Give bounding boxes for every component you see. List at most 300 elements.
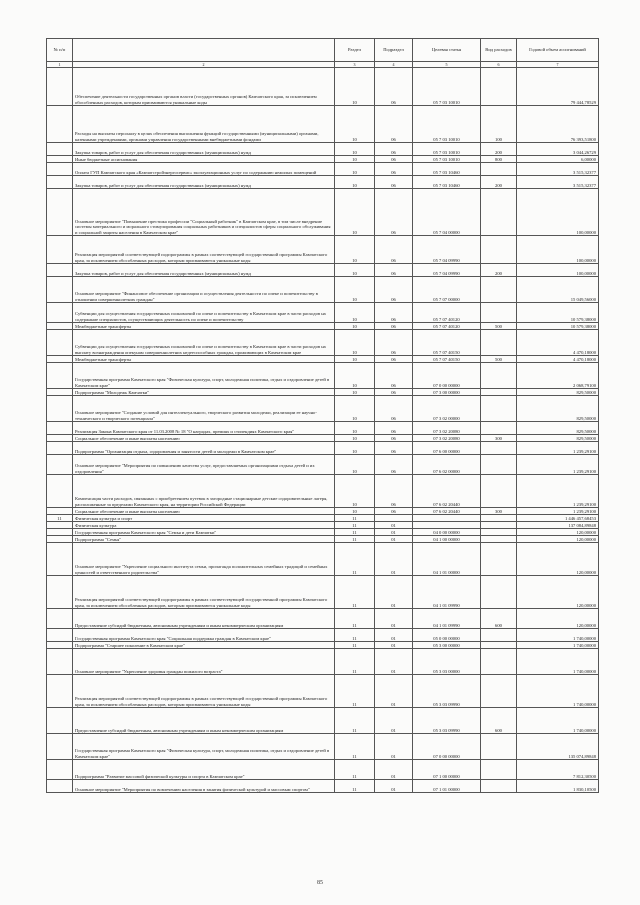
row-section: 11 bbox=[335, 515, 375, 522]
header-exptype: Вид расходов bbox=[481, 39, 517, 62]
row-name: Государственная программа Камчатского края "Физическая культура, спорт, молодежная политика, отдых и оздоровление детей в Камчатском крае" bbox=[73, 363, 335, 389]
row-section: 11 bbox=[335, 609, 375, 629]
row-name: Социальное обеспечение и иные выплаты населению bbox=[73, 508, 335, 515]
colnum: 1 bbox=[47, 62, 73, 68]
row-section: 10 bbox=[335, 435, 375, 442]
row-target: 07 6 02 20440 bbox=[413, 475, 481, 508]
table-row bbox=[47, 442, 599, 455]
row-subsection: 06 bbox=[375, 435, 413, 442]
row-number bbox=[47, 522, 73, 529]
header-name bbox=[73, 39, 335, 62]
row-name: Физическая культура bbox=[73, 522, 335, 529]
row-subsection: 06 bbox=[375, 363, 413, 389]
row-number bbox=[47, 780, 73, 793]
table-row bbox=[47, 760, 599, 780]
row-section: 11 bbox=[335, 576, 375, 609]
budget-table bbox=[46, 38, 599, 793]
row-section: 10 bbox=[335, 330, 375, 356]
row-name: Основное мероприятие "Мероприятия по вовлечению населения в занятия физической культурой и массовым спортом" bbox=[73, 780, 335, 793]
table-row bbox=[47, 734, 599, 760]
row-target: 07 3 02 20080 bbox=[413, 435, 481, 442]
table-row bbox=[47, 522, 599, 529]
row-target: 07 1 01 00000 bbox=[413, 780, 481, 793]
row-section: 11 bbox=[335, 760, 375, 780]
row-name: Основное мероприятие "Укрепление здоровья граждан пожилого возраста" bbox=[73, 649, 335, 675]
header-num: № п/п bbox=[47, 39, 73, 62]
row-exptype bbox=[481, 543, 517, 576]
colnum: 7 bbox=[517, 62, 599, 68]
row-exptype bbox=[481, 780, 517, 793]
row-subsection: 06 bbox=[375, 264, 413, 277]
row-exptype bbox=[481, 455, 517, 475]
row-subsection: 06 bbox=[375, 277, 413, 303]
row-number bbox=[47, 156, 73, 163]
row-exptype: 200 bbox=[481, 143, 517, 156]
row-subsection: 06 bbox=[375, 330, 413, 356]
row-section: 10 bbox=[335, 68, 375, 106]
row-exptype: 300 bbox=[481, 508, 517, 515]
row-amount: 1 446 457,68453 bbox=[517, 515, 599, 522]
row-amount: 1 239,29100 bbox=[517, 455, 599, 475]
row-target: 05 7 03 10010 bbox=[413, 106, 481, 143]
row-amount: 1 239,29100 bbox=[517, 475, 599, 508]
row-exptype: 500 bbox=[481, 323, 517, 330]
row-subsection: 06 bbox=[375, 236, 413, 264]
row-name: Оплата ГУП Камчатского края «Камчатстройэнергосервис» эксплуатационных услуг по содержанию нежилых помещений bbox=[73, 163, 335, 176]
row-amount: 120,00000 bbox=[517, 576, 599, 609]
row-exptype bbox=[481, 760, 517, 780]
table-row bbox=[47, 475, 599, 508]
row-subsection: 01 bbox=[375, 649, 413, 675]
row-subsection: 01 bbox=[375, 780, 413, 793]
row-exptype bbox=[481, 442, 517, 455]
row-amount: 829,50000 bbox=[517, 435, 599, 442]
colnum: 2 bbox=[73, 62, 335, 68]
row-amount: 7 812,30500 bbox=[517, 760, 599, 780]
row-section: 11 bbox=[335, 708, 375, 734]
row-number bbox=[47, 543, 73, 576]
row-amount: 1 830,10500 bbox=[517, 780, 599, 793]
row-name: Компенсация части расходов, связанных с приобретением путевок в загородные стационарные детские оздоровительные лагеря, расположенные за пределами Камчатского края, на территории Российской Федерации bbox=[73, 475, 335, 508]
row-number bbox=[47, 629, 73, 642]
row-section: 10 bbox=[335, 163, 375, 176]
row-section: 11 bbox=[335, 649, 375, 675]
table-row bbox=[47, 515, 599, 522]
row-name: Государственная программа Камчатского края "Социальная поддержка граждан в Камчатском крае" bbox=[73, 629, 335, 642]
row-number bbox=[47, 236, 73, 264]
table-row bbox=[47, 576, 599, 609]
row-name: Реализация мероприятий соответствующей подпрограммы в рамках соответствующей государственной программы Камчатского края, за исключением обособленных расходов, которым присваиваются уникальные коды bbox=[73, 675, 335, 708]
row-name: Расходы на выплаты персоналу в целях обеспечения выполнения функций государственными (муниципальными) органами, казенными учреждениями, органами управления государственными внебюджетными фондами bbox=[73, 106, 335, 143]
row-section: 10 bbox=[335, 176, 375, 189]
row-section: 10 bbox=[335, 264, 375, 277]
row-exptype bbox=[481, 529, 517, 536]
row-subsection: 01 bbox=[375, 576, 413, 609]
row-subsection: 06 bbox=[375, 176, 413, 189]
row-subsection: 06 bbox=[375, 442, 413, 455]
row-amount: 1 239,29100 bbox=[517, 442, 599, 455]
row-number bbox=[47, 760, 73, 780]
row-exptype: 200 bbox=[481, 176, 517, 189]
row-number bbox=[47, 330, 73, 356]
row-number bbox=[47, 508, 73, 515]
row-section: 11 bbox=[335, 522, 375, 529]
row-exptype bbox=[481, 515, 517, 522]
row-amount: 120,00000 bbox=[517, 609, 599, 629]
row-target: 05 7 04 09990 bbox=[413, 236, 481, 264]
row-target: 04 1 00 00000 bbox=[413, 536, 481, 543]
row-section: 10 bbox=[335, 442, 375, 455]
row-name: Социальное обеспечение и иные выплаты населению bbox=[73, 435, 335, 442]
row-number bbox=[47, 529, 73, 536]
row-section: 10 bbox=[335, 363, 375, 389]
row-amount: 3 515,32377 bbox=[517, 176, 599, 189]
row-target: 05 7 07 00000 bbox=[413, 277, 481, 303]
row-exptype bbox=[481, 363, 517, 389]
row-target: 05 3 03 00000 bbox=[413, 649, 481, 675]
row-target: 05 7 03 10010 bbox=[413, 143, 481, 156]
table-row bbox=[47, 708, 599, 734]
row-section: 10 bbox=[335, 475, 375, 508]
row-target bbox=[413, 522, 481, 529]
row-exptype: 300 bbox=[481, 435, 517, 442]
table-row bbox=[47, 106, 599, 143]
row-amount: 1 740,00000 bbox=[517, 629, 599, 642]
row-target: 05 7 07 40120 bbox=[413, 303, 481, 323]
row-exptype: 600 bbox=[481, 708, 517, 734]
table-row bbox=[47, 176, 599, 189]
row-subsection: 06 bbox=[375, 303, 413, 323]
colnum: 4 bbox=[375, 62, 413, 68]
row-section: 10 bbox=[335, 143, 375, 156]
row-exptype bbox=[481, 422, 517, 435]
row-name: Межбюджетные трансферты bbox=[73, 323, 335, 330]
row-name: Закупка товаров, работ и услуг для обеспечения государственных (муниципальных) нужд bbox=[73, 264, 335, 277]
row-target: 05 0 00 00000 bbox=[413, 629, 481, 642]
row-name: Субвенции для осуществления государственных полномочий по опеке и попечительству в Камчатском крае в части расходов на содержание специалистов, осуществляющих деятельность по опеке и попечительству bbox=[73, 303, 335, 323]
row-target: 04 1 01 09990 bbox=[413, 609, 481, 629]
table-row bbox=[47, 642, 599, 649]
row-exptype bbox=[481, 576, 517, 609]
row-name: Основное мероприятие "Повышение престижа профессии "Социальный работник" в Камчатском крае, в том числе внедрение системы материального и морального стимулирования социальных работников и специалистов сферы социального обслуживания и социальной защиты населения в Камчатском крае" bbox=[73, 189, 335, 236]
row-amount: 1 740,00000 bbox=[517, 642, 599, 649]
row-name: Иные бюджетные ассигнования bbox=[73, 156, 335, 163]
row-section: 10 bbox=[335, 323, 375, 330]
row-amount: 829,50000 bbox=[517, 396, 599, 422]
row-number bbox=[47, 277, 73, 303]
row-number bbox=[47, 609, 73, 629]
row-subsection: 06 bbox=[375, 189, 413, 236]
table-row bbox=[47, 303, 599, 323]
row-subsection: 06 bbox=[375, 106, 413, 143]
row-subsection: 06 bbox=[375, 475, 413, 508]
table-row bbox=[47, 422, 599, 435]
row-section: 10 bbox=[335, 236, 375, 264]
page-number: 85 bbox=[317, 880, 323, 886]
header-target: Целевая статья bbox=[413, 39, 481, 62]
row-name: Основное мероприятие "Мероприятия по повышению качества услуг, предоставляемых организациями отдыха детей и их оздоровления" bbox=[73, 455, 335, 475]
row-amount: 3 044,26729 bbox=[517, 143, 599, 156]
row-target: 05 7 07 40150 bbox=[413, 356, 481, 363]
table-row bbox=[47, 543, 599, 576]
row-section: 10 bbox=[335, 422, 375, 435]
row-name: Межбюджетные трансферты bbox=[73, 356, 335, 363]
row-exptype bbox=[481, 734, 517, 760]
row-section: 10 bbox=[335, 156, 375, 163]
row-subsection: 01 bbox=[375, 543, 413, 576]
row-name: Подпрограмма "Организация отдыха, оздоровления и занятости детей и молодежи в Камчатском крае" bbox=[73, 442, 335, 455]
table-row bbox=[47, 236, 599, 264]
row-target: 07 1 00 00000 bbox=[413, 760, 481, 780]
row-name: Субвенции для осуществления государственных полномочий по опеке и попечительству в Камчатском крае в части расходов на выплату вознаграждения опекунам совершеннолетних недееспособных граждан, проживающих в Камчатском крае bbox=[73, 330, 335, 356]
row-amount: 829,50000 bbox=[517, 389, 599, 396]
table-row bbox=[47, 330, 599, 356]
row-amount: 100,00000 bbox=[517, 189, 599, 236]
row-subsection: 01 bbox=[375, 609, 413, 629]
row-number bbox=[47, 323, 73, 330]
row-number bbox=[47, 389, 73, 396]
row-target: 04 1 01 00000 bbox=[413, 543, 481, 576]
row-exptype: 100 bbox=[481, 106, 517, 143]
row-target: 05 3 03 09990 bbox=[413, 675, 481, 708]
row-amount: 6,00000 bbox=[517, 156, 599, 163]
row-name: Основное мероприятие "Укрепление социального института семьи, пропаганда положительных семейных традиций и семейных ценностей и ответственного родительства" bbox=[73, 543, 335, 576]
row-section: 11 bbox=[335, 675, 375, 708]
row-exptype bbox=[481, 163, 517, 176]
row-amount: 2 068,79100 bbox=[517, 363, 599, 389]
table-row bbox=[47, 156, 599, 163]
row-exptype: 200 bbox=[481, 264, 517, 277]
row-section: 10 bbox=[335, 389, 375, 396]
row-target: 07 0 00 00000 bbox=[413, 363, 481, 389]
row-exptype bbox=[481, 522, 517, 529]
row-exptype bbox=[481, 396, 517, 422]
row-name: Реализация мероприятий соответствующей подпрограммы в рамках соответствующей государственной программы Камчатского края, за исключением обособленных расходов, которым присваиваются уникальные коды bbox=[73, 576, 335, 609]
row-number bbox=[47, 475, 73, 508]
table-row bbox=[47, 780, 599, 793]
row-number bbox=[47, 734, 73, 760]
row-target: 05 3 00 00000 bbox=[413, 642, 481, 649]
row-target: 04 0 00 00000 bbox=[413, 529, 481, 536]
row-section: 10 bbox=[335, 356, 375, 363]
row-number bbox=[47, 303, 73, 323]
row-subsection: 01 bbox=[375, 708, 413, 734]
row-name: Государственная программа Камчатского края "Семья и дети Камчатки" bbox=[73, 529, 335, 536]
colnum: 3 bbox=[335, 62, 375, 68]
row-amount: 76 393,51800 bbox=[517, 106, 599, 143]
row-amount: 1 740,00000 bbox=[517, 649, 599, 675]
table-row bbox=[47, 323, 599, 330]
row-amount: 137 084,89848 bbox=[517, 522, 599, 529]
row-target: 05 7 07 40120 bbox=[413, 323, 481, 330]
row-section: 11 bbox=[335, 529, 375, 536]
row-target: 05 7 03 10010 bbox=[413, 156, 481, 163]
row-number bbox=[47, 363, 73, 389]
row-number bbox=[47, 143, 73, 156]
row-target: 05 7 03 10460 bbox=[413, 163, 481, 176]
row-target: 05 3 03 09990 bbox=[413, 708, 481, 734]
table-row bbox=[47, 675, 599, 708]
row-subsection: 06 bbox=[375, 389, 413, 396]
row-subsection: 01 bbox=[375, 629, 413, 642]
row-subsection: 01 bbox=[375, 734, 413, 760]
row-name: Закупка товаров, работ и услуг для обеспечения государственных (муниципальных) нужд bbox=[73, 143, 335, 156]
row-number bbox=[47, 68, 73, 106]
row-exptype bbox=[481, 675, 517, 708]
row-amount: 120,00000 bbox=[517, 536, 599, 543]
row-target: 07 3 00 00000 bbox=[413, 389, 481, 396]
row-target: 07 6 02 20440 bbox=[413, 508, 481, 515]
table-row bbox=[47, 649, 599, 675]
table-row bbox=[47, 189, 599, 236]
row-subsection: 01 bbox=[375, 760, 413, 780]
row-number bbox=[47, 176, 73, 189]
row-number bbox=[47, 163, 73, 176]
row-target: 07 6 00 00000 bbox=[413, 442, 481, 455]
row-target: 05 7 07 40150 bbox=[413, 330, 481, 356]
row-number bbox=[47, 455, 73, 475]
row-exptype bbox=[481, 642, 517, 649]
row-section: 10 bbox=[335, 277, 375, 303]
table-row bbox=[47, 508, 599, 515]
table-row bbox=[47, 163, 599, 176]
table-row bbox=[47, 396, 599, 422]
row-name: Подпрограмма "Молодежь Камчатки" bbox=[73, 389, 335, 396]
row-amount: 100,00000 bbox=[517, 236, 599, 264]
row-amount: 4 470,18000 bbox=[517, 356, 599, 363]
row-target: 05 7 03 10010 bbox=[413, 68, 481, 106]
table-row bbox=[47, 609, 599, 629]
row-amount: 1 239,29100 bbox=[517, 508, 599, 515]
row-subsection: 01 bbox=[375, 675, 413, 708]
row-target bbox=[413, 515, 481, 522]
row-number bbox=[47, 396, 73, 422]
row-exptype: 500 bbox=[481, 356, 517, 363]
row-amount: 120,00000 bbox=[517, 543, 599, 576]
row-subsection: 06 bbox=[375, 156, 413, 163]
colnum: 6 bbox=[481, 62, 517, 68]
row-target: 05 7 04 09990 bbox=[413, 264, 481, 277]
row-target: 04 1 01 09990 bbox=[413, 576, 481, 609]
row-amount: 15 049,56000 bbox=[517, 277, 599, 303]
row-target: 07 3 02 00000 bbox=[413, 396, 481, 422]
row-exptype bbox=[481, 236, 517, 264]
table-header-row bbox=[47, 39, 599, 62]
row-amount: 10 579,38000 bbox=[517, 303, 599, 323]
row-exptype: 800 bbox=[481, 156, 517, 163]
row-number bbox=[47, 536, 73, 543]
row-exptype bbox=[481, 649, 517, 675]
table-row bbox=[47, 264, 599, 277]
row-exptype bbox=[481, 389, 517, 396]
row-target: 07 6 02 00000 bbox=[413, 455, 481, 475]
row-subsection: 01 bbox=[375, 536, 413, 543]
row-number bbox=[47, 106, 73, 143]
row-number bbox=[47, 356, 73, 363]
row-amount: 829,50000 bbox=[517, 422, 599, 435]
colnum: 5 bbox=[413, 62, 481, 68]
table-row bbox=[47, 536, 599, 543]
row-exptype bbox=[481, 475, 517, 508]
row-number: 11 bbox=[47, 515, 73, 522]
row-name: Физическая культура и спорт bbox=[73, 515, 335, 522]
row-amount: 79 444,78529 bbox=[517, 68, 599, 106]
header-amount: Годовой объем ассигнований bbox=[517, 39, 599, 62]
table-row bbox=[47, 68, 599, 106]
row-section: 10 bbox=[335, 303, 375, 323]
row-name: Реализация Закона Камчатского края от 11.03.2008 № 18 "О наградах, премиях и стипендиях Камчатского края" bbox=[73, 422, 335, 435]
row-name: Государственная программа Камчатского края "Физическая культура, спорт, молодежная политика, отдых и оздоровление детей в Камчатском крае" bbox=[73, 734, 335, 760]
row-name: Реализация мероприятий соответствующей подпрограммы в рамках соответствующей государственной программы Камчатского края, за исключением обособленных расходов, которым присваиваются уникальные коды bbox=[73, 236, 335, 264]
row-name: Предоставление субсидий бюджетным, автономным учреждениям и иным некоммерческим организациям bbox=[73, 708, 335, 734]
row-name: Подпрограмма "Старшее поколение в Камчатском крае" bbox=[73, 642, 335, 649]
row-number bbox=[47, 422, 73, 435]
row-name: Основное мероприятие "Создание условий для интеллектуального, творческого развития молодежи, реализации ее научно-технического и творческого потенциала" bbox=[73, 396, 335, 422]
row-number bbox=[47, 649, 73, 675]
row-number bbox=[47, 576, 73, 609]
row-number bbox=[47, 189, 73, 236]
table-row bbox=[47, 529, 599, 536]
row-subsection: 01 bbox=[375, 522, 413, 529]
table-row bbox=[47, 363, 599, 389]
row-amount: 3 515,32377 bbox=[517, 163, 599, 176]
row-target: 05 7 03 10460 bbox=[413, 176, 481, 189]
row-section: 11 bbox=[335, 734, 375, 760]
row-number bbox=[47, 675, 73, 708]
row-exptype bbox=[481, 330, 517, 356]
row-number bbox=[47, 708, 73, 734]
row-amount: 135 074,89848 bbox=[517, 734, 599, 760]
row-exptype bbox=[481, 277, 517, 303]
row-number bbox=[47, 264, 73, 277]
row-exptype bbox=[481, 303, 517, 323]
row-name: Обеспечение деятельности государственных органов власти (государственных органов) Камчатского края, за исключением обособленных расходов, которым присваиваются уникальные коды bbox=[73, 68, 335, 106]
row-section: 10 bbox=[335, 106, 375, 143]
row-number bbox=[47, 435, 73, 442]
row-subsection: 06 bbox=[375, 455, 413, 475]
row-amount: 1 740,00000 bbox=[517, 675, 599, 708]
row-section: 10 bbox=[335, 396, 375, 422]
row-subsection: 06 bbox=[375, 323, 413, 330]
table-row bbox=[47, 389, 599, 396]
row-section: 10 bbox=[335, 508, 375, 515]
row-name: Подпрограмма "Развитие массовой физической культуры и спорта в Камчатском крае" bbox=[73, 760, 335, 780]
header-section: Раздел bbox=[335, 39, 375, 62]
row-section: 11 bbox=[335, 536, 375, 543]
row-amount: 4 470,18000 bbox=[517, 330, 599, 356]
row-number bbox=[47, 442, 73, 455]
table-row bbox=[47, 435, 599, 442]
row-subsection: 06 bbox=[375, 163, 413, 176]
table-row bbox=[47, 277, 599, 303]
row-subsection: 06 bbox=[375, 508, 413, 515]
row-exptype bbox=[481, 189, 517, 236]
row-target: 05 7 04 00000 bbox=[413, 189, 481, 236]
row-section: 11 bbox=[335, 780, 375, 793]
row-subsection: 01 bbox=[375, 642, 413, 649]
row-section: 11 bbox=[335, 629, 375, 642]
row-name: Подпрограмма "Семья" bbox=[73, 536, 335, 543]
row-exptype bbox=[481, 536, 517, 543]
row-section: 11 bbox=[335, 642, 375, 649]
table-row bbox=[47, 455, 599, 475]
row-amount: 10 579,38000 bbox=[517, 323, 599, 330]
row-subsection: 06 bbox=[375, 422, 413, 435]
row-section: 10 bbox=[335, 189, 375, 236]
row-target: 07 3 02 20080 bbox=[413, 422, 481, 435]
row-amount: 1 740,00000 bbox=[517, 708, 599, 734]
row-name: Предоставление субсидий бюджетным, автономным учреждениям и иным некоммерческим организациям bbox=[73, 609, 335, 629]
